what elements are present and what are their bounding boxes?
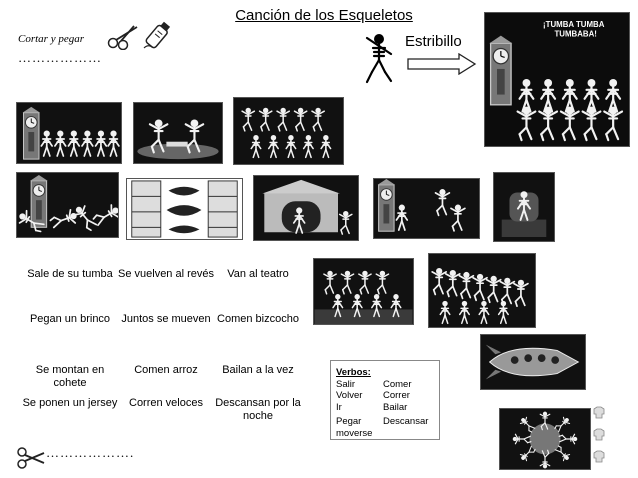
verbs-row: Ir Bailar [336, 401, 408, 413]
phrase-van-al-teatro: Van al teatro [227, 268, 289, 280]
picture-skeletons-clock-dancing [373, 178, 480, 239]
arrow-right-icon [407, 53, 477, 75]
phrase-bailan-a-la-vez: Bailan a la vez [222, 364, 294, 376]
phrase-se-vuelven-al-reves: Se vuelven al revés [118, 268, 214, 280]
phrase-descansan-por-la-noche: Descansan por la noche [215, 397, 301, 422]
phrase-sale-de-su-tumba: Sale de su tumba [27, 268, 113, 280]
dancing-skeleton-icon [362, 30, 396, 86]
phrase-comen-bizcocho: Comen bizcocho [217, 313, 299, 325]
verbs-box [330, 360, 440, 440]
glue-icon [140, 18, 176, 52]
picture-skeleton-stage [493, 172, 555, 242]
picture-skeletons-circle [499, 408, 591, 470]
svg-text:TUMBABA!: TUMBABA! [554, 29, 597, 39]
phrase-juntos-se-mueven: Juntos se mueven [121, 313, 211, 325]
picture-skeletons-eating [133, 102, 223, 164]
cut-line-bottom: ………………. [46, 445, 135, 460]
chorus-label: Estribillo [405, 33, 462, 50]
scissors-icon [106, 24, 140, 50]
cut-line-top: ……………… [18, 50, 102, 65]
phrase-se-montan-en-cohete: Se montan en cohete [35, 364, 105, 389]
picture-skeletons-crowd [313, 258, 414, 325]
picture-skeletons-running [428, 253, 536, 328]
picture-theatre [253, 175, 359, 241]
picture-bunk-beds [126, 178, 243, 240]
picture-clock-skeletons [16, 102, 122, 164]
chorus-image [484, 12, 630, 147]
phrase-pegan-un-brinco: Pegan un brinco [29, 313, 111, 325]
page-title: Canción de los Esqueletos [235, 7, 413, 24]
verbs-row: Volver Correr [336, 390, 410, 401]
verbs-row: Salir Comer [336, 378, 412, 390]
picture-skeletons-jumping [16, 172, 119, 238]
verbs-heading: Verbos: [336, 367, 371, 378]
verbs-row: Pegar Descansar [336, 416, 429, 427]
sweater-icons [592, 406, 606, 468]
chorus-banner-text: ¡TUMBA TUMBA [543, 19, 605, 29]
verbs-last: moverse [336, 427, 373, 439]
phrase-comen-arroz: Comen arroz [134, 364, 198, 376]
phrase-se-ponen-un-jersey: Se ponen un jersey [22, 397, 118, 409]
picture-skeleton-group [233, 97, 344, 165]
phrase-corren-veloces: Corren veloces [129, 397, 203, 409]
cut-and-paste-label: Cortar y pegar [18, 33, 84, 45]
picture-rocket [480, 334, 586, 390]
scissors-icon [16, 446, 46, 470]
